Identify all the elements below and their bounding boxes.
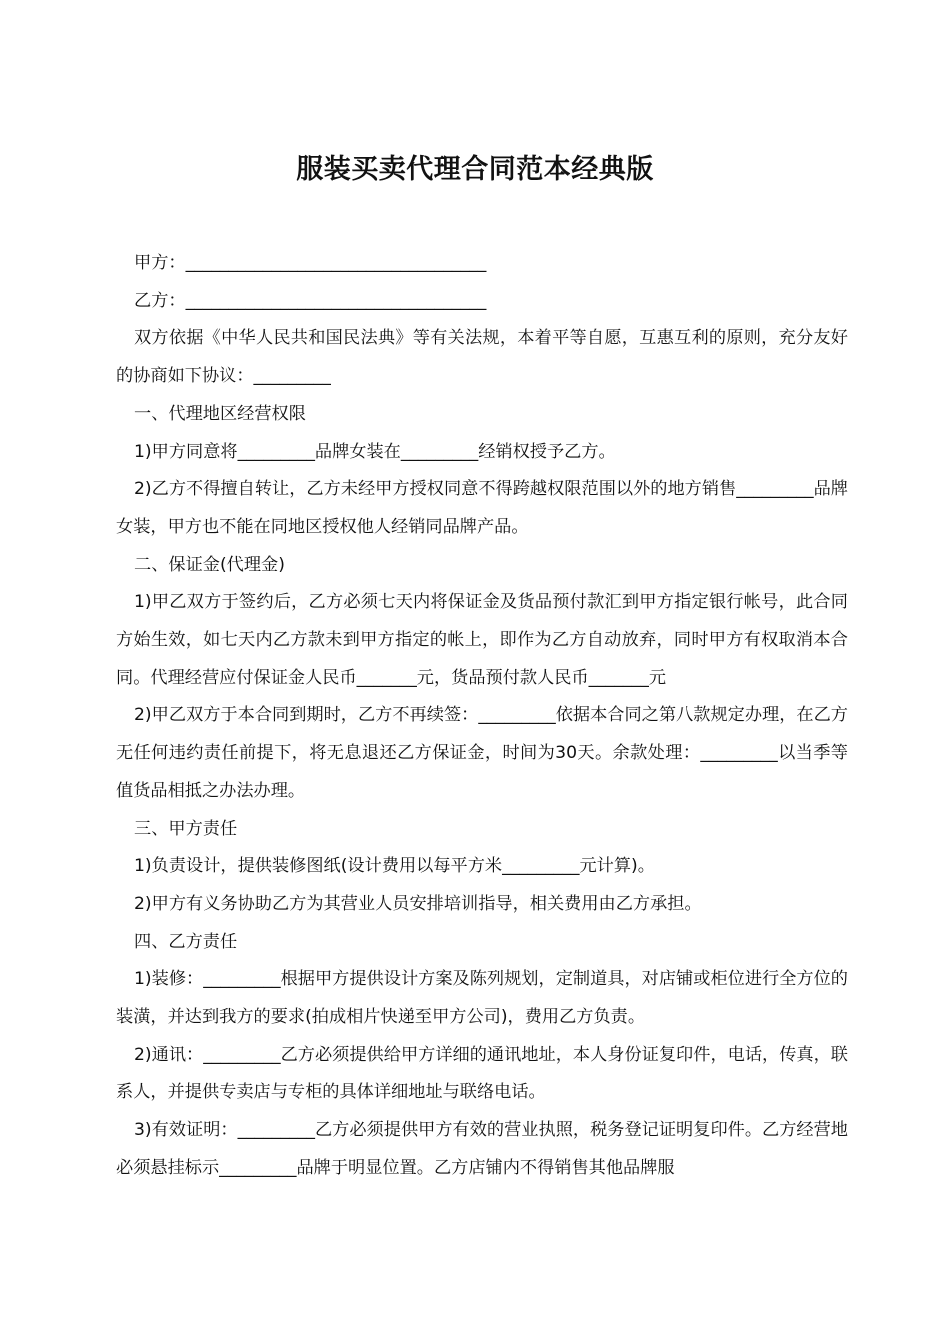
document-body — [116, 245, 848, 1188]
clause-paragraph: 2)甲方有义务协助乙方为其营业人员安排培训指导，相关费用由乙方承担。 — [134, 893, 702, 914]
clause-paragraph: 2)甲乙双方于本合同到期时，乙方不再续签：_________依据本合同之第八款规定办理，在乙方无任何违约责任前提下，将无息退还乙方保证金，时间为30天。余款处理：_________以当季等值货品相抵之办法办理。 — [116, 705, 848, 801]
preamble-paragraph: 双方依据《中华人民共和国民法典》等有关法规，本着平等自愿，互惠互利的原则，充分友好的协商如下协议：_________ — [116, 328, 848, 387]
section-heading: 二、保证金(代理金) — [134, 554, 285, 575]
section-heading: 四、乙方责任 — [134, 931, 238, 952]
section-heading: 三、甲方责任 — [134, 818, 238, 839]
party-b-line: 乙方：___________________________________ — [134, 290, 487, 311]
section-heading: 一、代理地区经营权限 — [134, 403, 306, 424]
clause-paragraph: 1)甲方同意将_________品牌女装在_________经销权授予乙方。 — [134, 441, 616, 462]
clause-paragraph: 1)装修：_________根据甲方提供设计方案及陈列规划，定制道具，对店铺或柜位进行全方位的装潢，并达到我方的要求(拍成相片快递至甲方公司)，费用乙方负责。 — [116, 969, 848, 1028]
clause-paragraph: 2)通讯：_________乙方必须提供给甲方详细的通讯地址，本人身份证复印件，电话，传真，联系人，并提供专卖店与专柜的具体详细地址与联络电话。 — [116, 1044, 848, 1103]
clause-paragraph: 1)负责设计，提供装修图纸(设计费用以每平方米_________元计算)。 — [134, 856, 655, 877]
party-a-line: 甲方：___________________________________ — [134, 253, 487, 273]
document-title: 服装买卖代理合同范本经典版 — [296, 154, 654, 186]
clause-paragraph: 1)甲乙双方于签约后，乙方必须七天内将保证金及货品预付款汇到甲方指定银行帐号，此合同方始生效，如七天内乙方款未到甲方指定的帐上，即作为乙方自动放弃，同时甲方有权取消本合同。代理经营应付保证金人民币_______元，货品预付款人民币_______元 — [116, 592, 848, 688]
clause-paragraph: 2)乙方不得擅自转让，乙方未经甲方授权同意不得跨越权限范围以外的地方销售_________品牌女装，甲方也不能在同地区授权他人经销同品牌产品。 — [116, 479, 848, 537]
clause-paragraph: 3)有效证明：_________乙方必须提供甲方有效的营业执照，税务登记证明复印件。乙方经营地必须悬挂标示_________品牌于明显位置。乙方店铺内不得销售其他品牌服 — [116, 1120, 848, 1178]
